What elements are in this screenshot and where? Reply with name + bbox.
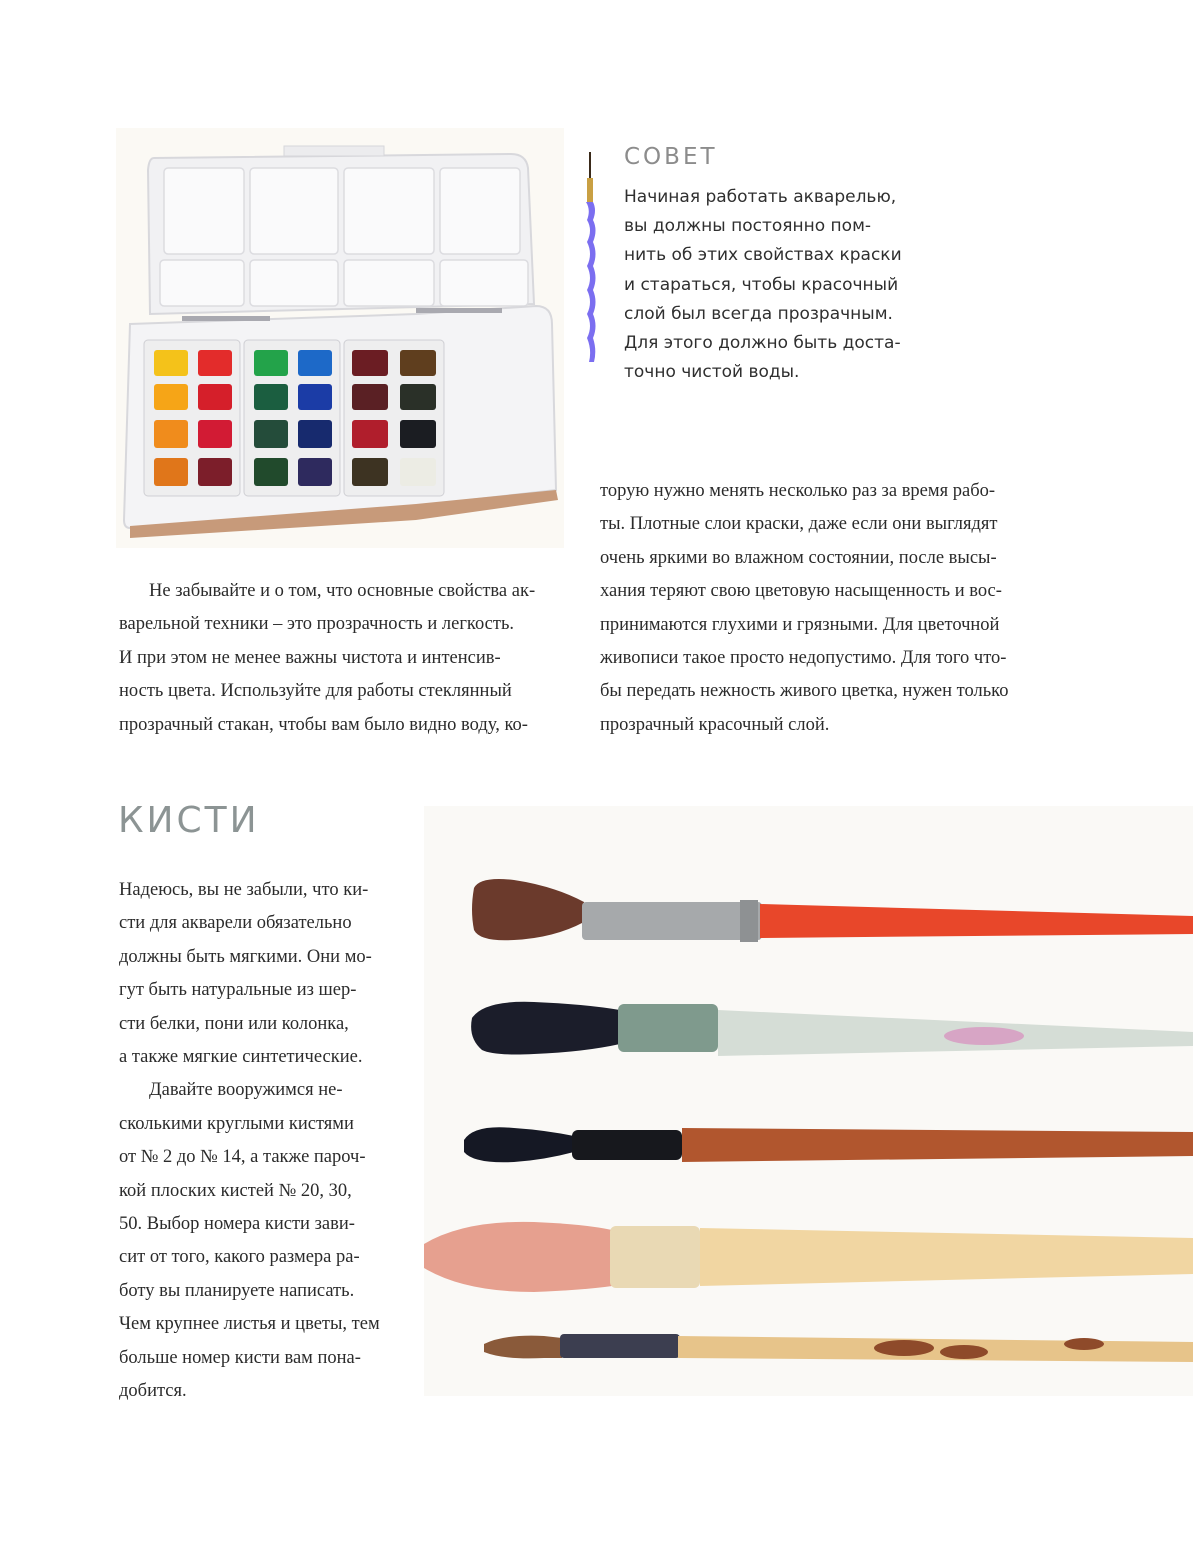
tip-brush-icon — [583, 150, 601, 365]
paragraph-line: живописи такое просто недопустимо. Для того что- — [600, 648, 1007, 669]
tip-line: вы должны постоянно пом- — [624, 216, 872, 237]
paragraph-line: И при этом не менее важны чистота и интенсив- — [119, 647, 501, 668]
paragraph-line: варельной техники – это прозрачность и легкость. — [119, 614, 515, 635]
paragraph-line: добится. — [119, 1381, 187, 1402]
paragraph-line: Давайте вооружимся не- — [149, 1080, 343, 1101]
paragraph-line: должны быть мягкими. Они мо- — [119, 946, 372, 967]
paragraph-line: от № 2 до № 14, а также пароч- — [119, 1147, 366, 1168]
paragraph-line: 50. Выбор номера кисти зави- — [119, 1214, 355, 1235]
brush-brown-handle — [464, 1127, 1193, 1162]
paragraph-line: Не забывайте и о том, что основные свойства ак- — [149, 581, 536, 601]
paragraph-line: принимаются глухими и грязными. Для цветочной — [600, 614, 1000, 635]
paragraph-line: очень яркими во влажном состоянии, после высы- — [600, 547, 997, 568]
paragraph-line: прозрачный стакан, чтобы вам было видно воду, ко- — [119, 714, 528, 735]
tip-line: Начиная работать акварелью, — [624, 187, 897, 207]
tip-body — [624, 183, 902, 387]
paragraph-line: гут быть натуральные из шер- — [119, 980, 357, 1001]
paragraph-line: ность цвета. Используйте для работы стеклянный — [119, 681, 512, 702]
tip-line: точно чистой воды. — [624, 362, 800, 383]
paragraph-line: а также мягкие синтетические. — [119, 1047, 363, 1068]
paragraph-line: боту вы планируете написать. — [119, 1280, 355, 1301]
paragraph-line: сит от того, какого размера ра- — [119, 1247, 360, 1268]
tip-line: нить об этих свойствах краски — [624, 245, 902, 266]
tip-line: и стараться, чтобы красочный — [624, 274, 899, 295]
paragraph-line: кой плоских кистей № 20, 30, — [119, 1180, 352, 1201]
paragraph-line: хания теряют свою цветовую насыщенность и вос- — [600, 581, 1002, 602]
paragraph-line: бы передать нежность живого цветка, нужен только — [600, 681, 1009, 702]
paragraph-line: прозрачный красочный слой. — [600, 714, 830, 735]
paragraph-line: ты. Плотные слои краски, даже если они выглядят — [600, 514, 998, 535]
paragraph-line: больше номер кисти вам пона- — [119, 1347, 361, 1368]
tip-line: Для этого должно быть доста- — [624, 333, 901, 354]
tip-line: слой был всегда прозрачным. — [624, 303, 893, 324]
body-paragraph-left — [119, 575, 569, 742]
paragraph-line: торую нужно менять несколько раз за время рабо- — [600, 481, 996, 501]
watercolor-palette-image — [116, 128, 564, 548]
brushes-text — [119, 874, 419, 1409]
brushes-image — [424, 806, 1193, 1396]
paragraph-line: сти белки, пони или колонка, — [119, 1013, 349, 1034]
paragraph-line: сти для акварели обязательно — [119, 913, 352, 934]
section-title: КИСТИ — [118, 800, 260, 841]
body-paragraph-right — [600, 475, 1060, 742]
paragraph-line: Чем крупнее листья и цветы, тем — [119, 1314, 380, 1335]
paragraph-line: Надеюсь, вы не забыли, что ки- — [119, 880, 369, 900]
tip-title: СОВЕТ — [624, 144, 718, 170]
brush-spotted-handle — [484, 1334, 1193, 1362]
paragraph-line: сколькими круглыми кистями — [119, 1113, 354, 1134]
